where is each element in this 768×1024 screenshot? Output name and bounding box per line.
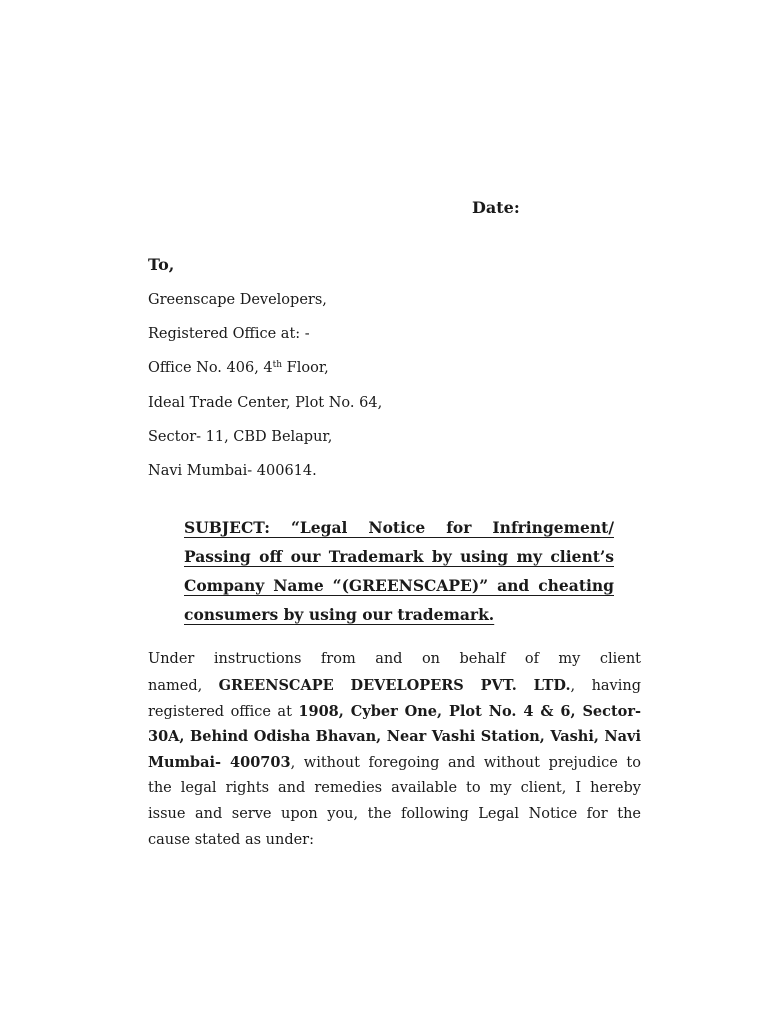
- body-l2-pre: named,: [148, 677, 203, 694]
- to-label: To,: [148, 255, 175, 274]
- body-l3-pre: registered office at: [148, 703, 292, 720]
- subject-line-3: Company Name “(GREENSCAPE)” and cheating: [184, 576, 614, 595]
- office-no-pre: Office No. 406, 4: [148, 360, 273, 376]
- subject-line-2: Passing off our Trademark by using my client’s: [184, 547, 614, 566]
- subject-block: [184, 513, 614, 629]
- client-address-part-2: 30A, Behind Odisha Bhavan, Near Vashi Station, Vashi, Navi: [148, 728, 641, 746]
- body-line-8: cause stated as under:: [148, 831, 314, 848]
- recipient-office-label: Registered Office at: -: [148, 326, 310, 342]
- office-no-post: Floor,: [282, 360, 329, 376]
- body-l5-post: , without foregoing and without prejudice to: [290, 755, 641, 772]
- body-line-2: [148, 673, 641, 699]
- body-line-7: issue and serve upon you, the following Legal Notice for the: [148, 805, 641, 822]
- body-line-6: the legal rights and remedies available to my client, I hereby: [148, 779, 641, 796]
- recipient-name: Greenscape Developers,: [148, 292, 327, 308]
- floor-ordinal-sup: th: [272, 360, 283, 370]
- recipient-sector-line: Sector- 11, CBD Belapur,: [148, 429, 333, 445]
- recipient-office-number: [148, 360, 329, 376]
- client-name: GREENSCAPE DEVELOPERS PVT. LTD.: [218, 676, 571, 694]
- body-l2-post: , having: [570, 677, 642, 694]
- date-label: Date:: [472, 198, 520, 217]
- client-address-part-3: Mumbai- 400703: [148, 754, 291, 772]
- recipient-city-line: Navi Mumbai- 400614.: [148, 463, 317, 479]
- client-address-part-1: 1908, Cyber One, Plot No. 4 & 6, Sector-: [298, 702, 642, 720]
- subject-line-4: consumers by using our trademark.: [184, 605, 495, 624]
- body-line-1: Under instructions from and on behalf of my client: [148, 651, 641, 667]
- subject-line-1: SUBJECT: “Legal Notice for Infringement/: [184, 518, 614, 537]
- body-line-5: [148, 750, 641, 776]
- recipient-address-line: Ideal Trade Center, Plot No. 64,: [148, 395, 383, 411]
- notice-body: [148, 647, 641, 853]
- body-line-3: [148, 699, 641, 725]
